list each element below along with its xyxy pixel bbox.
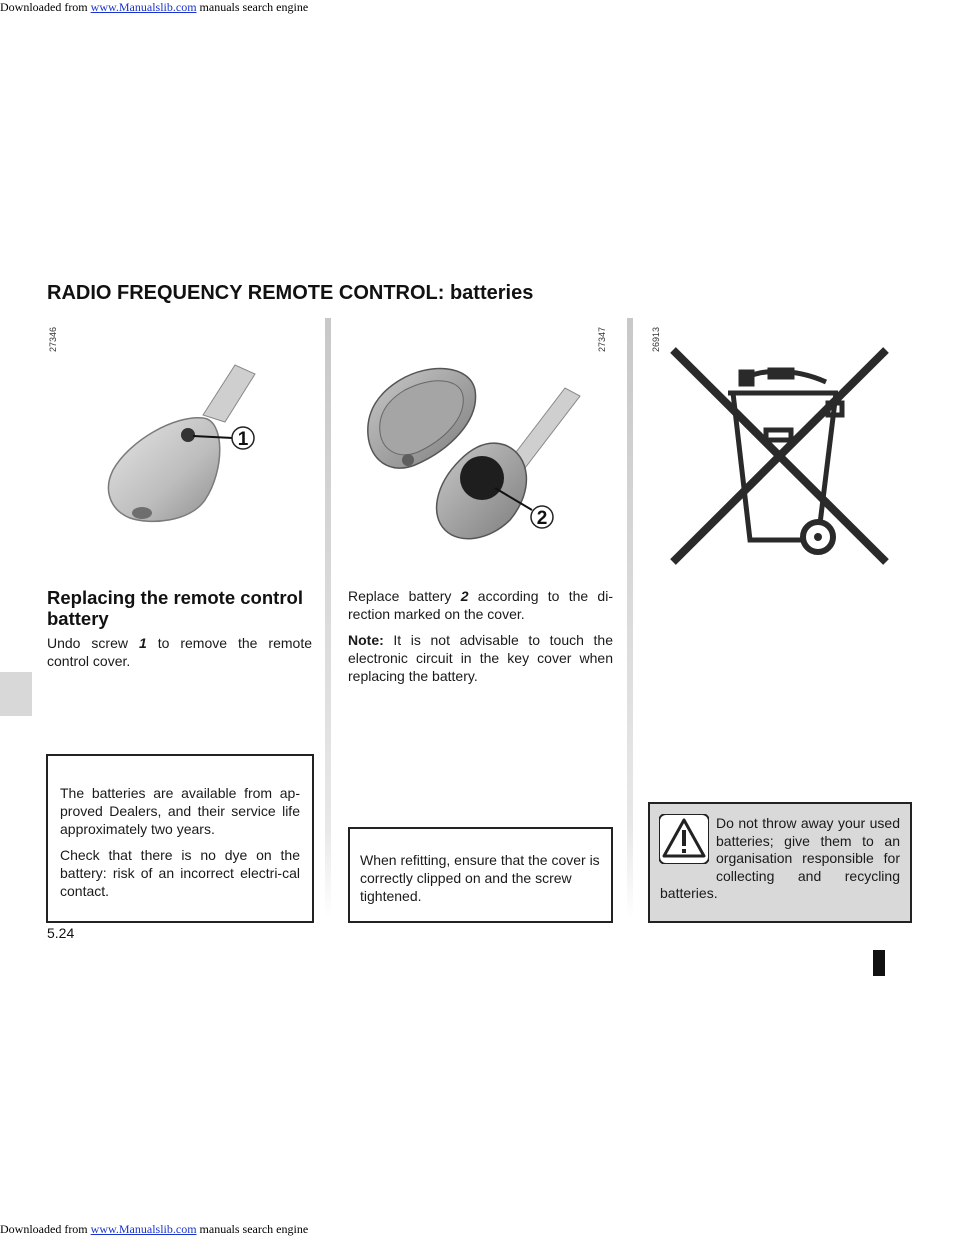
footer-prefix: Downloaded from	[0, 1222, 91, 1236]
screw-dot	[181, 428, 195, 442]
info-box-2-text: When refitting, ensure that the cover is correctly clipped on and the screw tightened.	[360, 852, 600, 904]
header-prefix: Downloaded from	[0, 0, 91, 14]
page-number: 5.24	[47, 925, 75, 941]
end-marker	[873, 950, 885, 976]
col1-paragraph: Undo screw 1 to remove the remote control cover.	[47, 635, 312, 669]
battery-dot	[460, 456, 504, 500]
warning-box	[648, 802, 912, 923]
note-label: Note:	[348, 632, 384, 648]
footer-suffix: manuals search engine	[196, 1222, 309, 1236]
column-divider	[627, 318, 633, 918]
warning-text: Do not throw away your used batteries; give them to an organisation responsible for collecting and recycling batteries.	[660, 815, 900, 901]
remote-key-figure	[95, 360, 285, 530]
source-header	[0, 0, 308, 15]
crossed-bin-figure	[668, 345, 893, 570]
footer-manualslib-link[interactable]: www.Manualslib.com	[90, 1222, 197, 1236]
ref-2: 2	[460, 588, 469, 604]
chapter-tab	[0, 672, 32, 716]
info-box-refitting	[348, 827, 613, 923]
page-title: RADIO FREQUENCY REMOTE CONTROL: batteries	[47, 282, 534, 304]
ref-1: 1	[138, 635, 147, 651]
callout-1: 1	[237, 429, 249, 450]
figure-code: 27347	[597, 326, 607, 352]
info-box-1-paragraph-2: Check that there is no dye on the battery: risk of an incorrect electri-cal contact.	[60, 847, 300, 899]
info-box-batteries	[46, 754, 314, 923]
note-text: It is not advisable to touch the electronic circuit in the key cover when replacing the battery.	[348, 632, 613, 684]
figure-code: 26913	[651, 326, 661, 352]
column-divider	[325, 318, 331, 918]
manualslib-link[interactable]: www.Manualslib.com	[90, 0, 197, 14]
callout-2: 2	[536, 508, 548, 529]
section-heading: Replacing the remote control battery	[47, 587, 303, 629]
header-suffix: manuals search engine	[196, 0, 309, 14]
info-box-1-paragraph-1: The batteries are available from ap-proved Dealers, and their service life approximately two years.	[60, 785, 300, 837]
figure-code: 27346	[48, 326, 58, 352]
source-footer	[0, 1222, 308, 1237]
col2-paragraphs: Replace battery 2 according to the di-rection marked on the cover. Note: It is not advisable to touch the electronic circuit in the key cover when replacing the battery.	[348, 588, 613, 684]
opened-key-figure	[360, 360, 590, 550]
